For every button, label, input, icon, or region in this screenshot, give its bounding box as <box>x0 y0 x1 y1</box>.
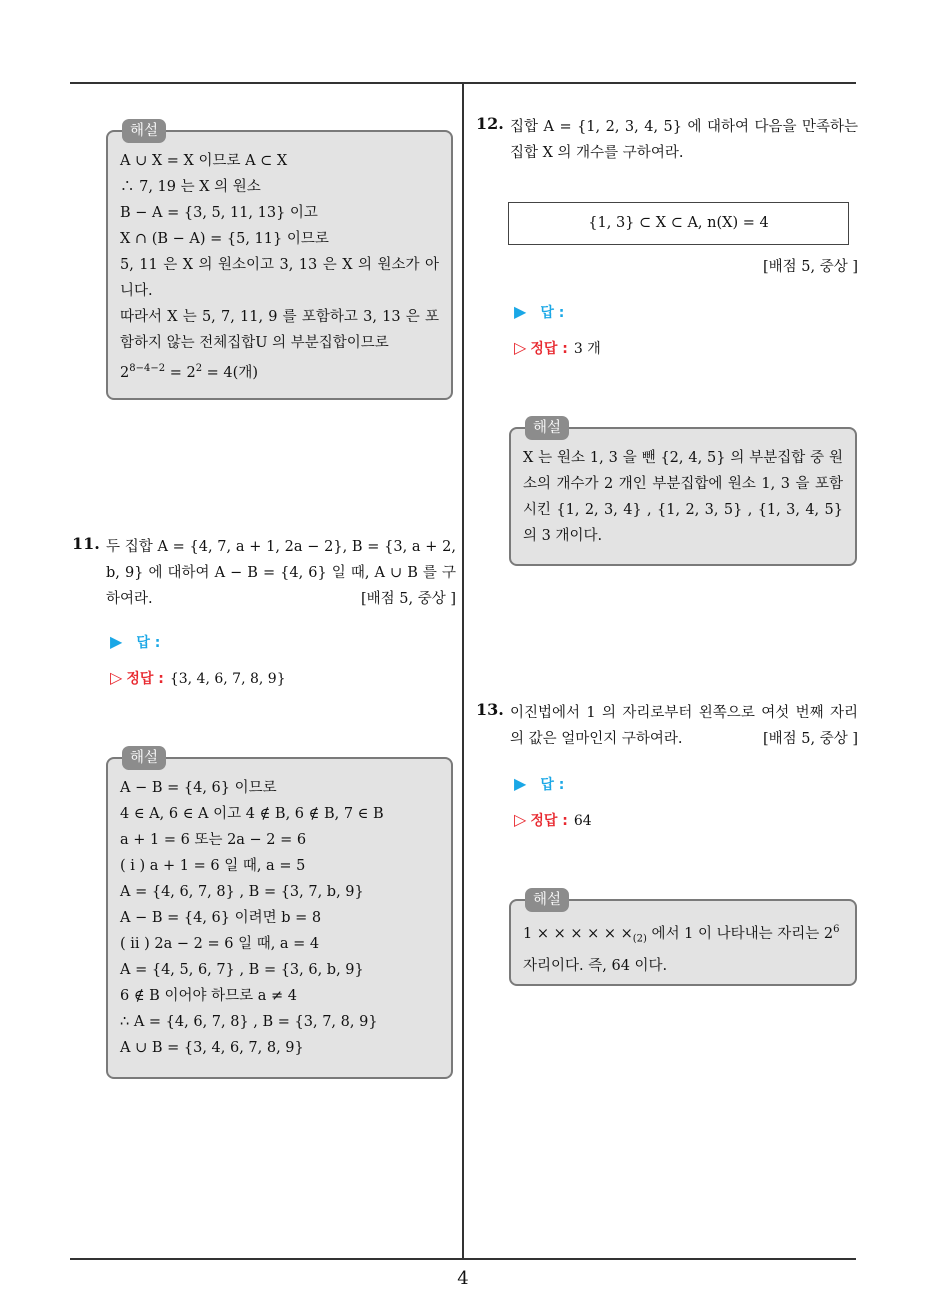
condition-box: {1, 3} ⊂ X ⊂ A, n(X) = 4 <box>508 202 849 245</box>
explain-line: ∴ A = {4, 6, 7, 8} , B = {3, 7, 8, 9} <box>120 1014 378 1030</box>
question-13-text: 이진법에서 1 의 자리로부터 왼쪽으로 여섯 번째 자리의 값은 얼마인지 구하여라. <box>510 705 858 747</box>
question-12-text: 집합 A = {1, 2, 3, 4, 5} 에 대하여 다음을 만족하는 집합 X 의 개수를 구하여라. <box>510 119 858 161</box>
answer-arrow-icon: ▶ <box>514 774 527 793</box>
answer-row-13[interactable] <box>514 774 564 794</box>
explain-line: 4 ∈ A, 6 ∈ A 이고 4 ∉ B, 6 ∉ B, 7 ∈ B <box>120 806 384 822</box>
correct-arrow-icon: ▷ <box>514 338 527 357</box>
answer-arrow-icon: ▶ <box>514 302 527 321</box>
explain-tag: 해설 <box>122 119 166 143</box>
explain-tag: 해설 <box>122 746 166 770</box>
correct-answer-13 <box>514 810 592 830</box>
explain-line: ( ii ) 2a − 2 = 6 일 때, a = 4 <box>120 936 320 952</box>
question-number-13: 13. <box>476 700 504 719</box>
explain-line: 따라서 X 는 5, 7, 11, 9 를 포함하고 3, 13 은 포함하지 않는 전체집합U 의 부분집합이므로 <box>120 309 439 351</box>
explain-line: A − B = {4, 6} 이려면 b = 8 <box>120 910 322 926</box>
explain-line: 5, 11 은 X 의 원소이고 3, 13 은 X 의 원소가 아니다. <box>120 257 439 299</box>
explain-line-formula: $2^{8-4-2} = 2^2 = 4$(개) <box>120 363 258 381</box>
correct-label: 정답 : <box>530 341 568 357</box>
column-divider <box>462 82 464 1259</box>
answer-label: 답 : <box>540 777 565 793</box>
explain-box-2 <box>106 750 453 1079</box>
explain-line: 6 ∉ B 이어야 하므로 a ≠ 4 <box>120 988 297 1004</box>
correct-arrow-icon: ▷ <box>514 810 527 829</box>
correct-answer-11 <box>110 668 286 688</box>
explain-line: ( i ) a + 1 = 6 일 때, a = 5 <box>120 858 306 874</box>
answer-row-11[interactable] <box>110 632 160 652</box>
explain-line: ∴ 7, 19 는 X 의 원소 <box>120 179 261 195</box>
explain-tag: 해설 <box>525 888 569 912</box>
page-number: 4 <box>457 1268 469 1289</box>
answer-arrow-icon: ▶ <box>110 632 123 651</box>
explain-line: A − B = {4, 6} 이므로 <box>120 780 277 796</box>
question-11 <box>106 534 456 612</box>
question-11-points: [배점 5, 중상 ] <box>360 591 456 607</box>
explain-line: a + 1 = 6 또는 2a − 2 = 6 <box>120 832 307 848</box>
question-12 <box>510 114 858 166</box>
explain-box-1 <box>106 123 453 400</box>
answer-label: 답 : <box>136 635 161 651</box>
correct-arrow-icon: ▷ <box>110 668 123 687</box>
explain-line: B − A = {3, 5, 11, 13} 이고 <box>120 205 318 221</box>
answer-row-12[interactable] <box>514 302 564 322</box>
question-13-points: [배점 5, 중상 ] <box>762 731 858 747</box>
question-number-12: 12. <box>476 114 504 133</box>
explain-box-3 <box>509 420 857 566</box>
correct-answer-12 <box>514 338 601 358</box>
question-13 <box>510 700 858 752</box>
explain-tag: 해설 <box>525 416 569 440</box>
correct-value: 3 개 <box>573 341 601 357</box>
bottom-rule <box>70 1258 856 1260</box>
question-number-11: 11. <box>72 534 100 553</box>
explain-line: A = {4, 5, 6, 7} , B = {3, 6, b, 9} <box>120 962 364 978</box>
explain-box-4 <box>509 892 857 986</box>
explain-line: A ∪ X = X 이므로 A ⊂ X <box>120 153 288 169</box>
correct-value: 64 <box>573 813 592 829</box>
explain-line: 자리이다. 즉, 64 이다. <box>523 957 668 974</box>
explain-line: A = {4, 6, 7, 8} , B = {3, 7, b, 9} <box>120 884 364 900</box>
correct-label: 정답 : <box>530 813 568 829</box>
explain-line: X ∩ (B − A) = {5, 11} 이므로 <box>120 231 329 247</box>
answer-label: 답 : <box>540 305 565 321</box>
correct-value: {3, 4, 6, 7, 8, 9} <box>169 671 286 687</box>
explain-line-formula: 1 × × × × × $\times_{(2)}$ 에서 1 이 나타내는 자리는 $2^6$ <box>523 924 840 945</box>
correct-label: 정답 : <box>126 671 164 687</box>
explain-text: X 는 원소 1, 3 을 뺀 {2, 4, 5} 의 부분집합 중 원소의 개수가 2 개인 부분집합에 원소 1, 3 을 포함시킨 {1, 2, 3, 4} , {1, 2, 3, 5} , {1, 3, 4, 5} 의 3 개이다. <box>523 450 843 544</box>
explain-line: A ∪ B = {3, 4, 6, 7, 8, 9} <box>120 1040 304 1056</box>
question-11-text: 두 집합 A = {4, 7, a + 1, 2a − 2}, B = {3, a + 2, b, 9} 에 대하여 A − B = {4, 6} 일 때, A ∪ B 를 구하여라. <box>106 539 456 607</box>
